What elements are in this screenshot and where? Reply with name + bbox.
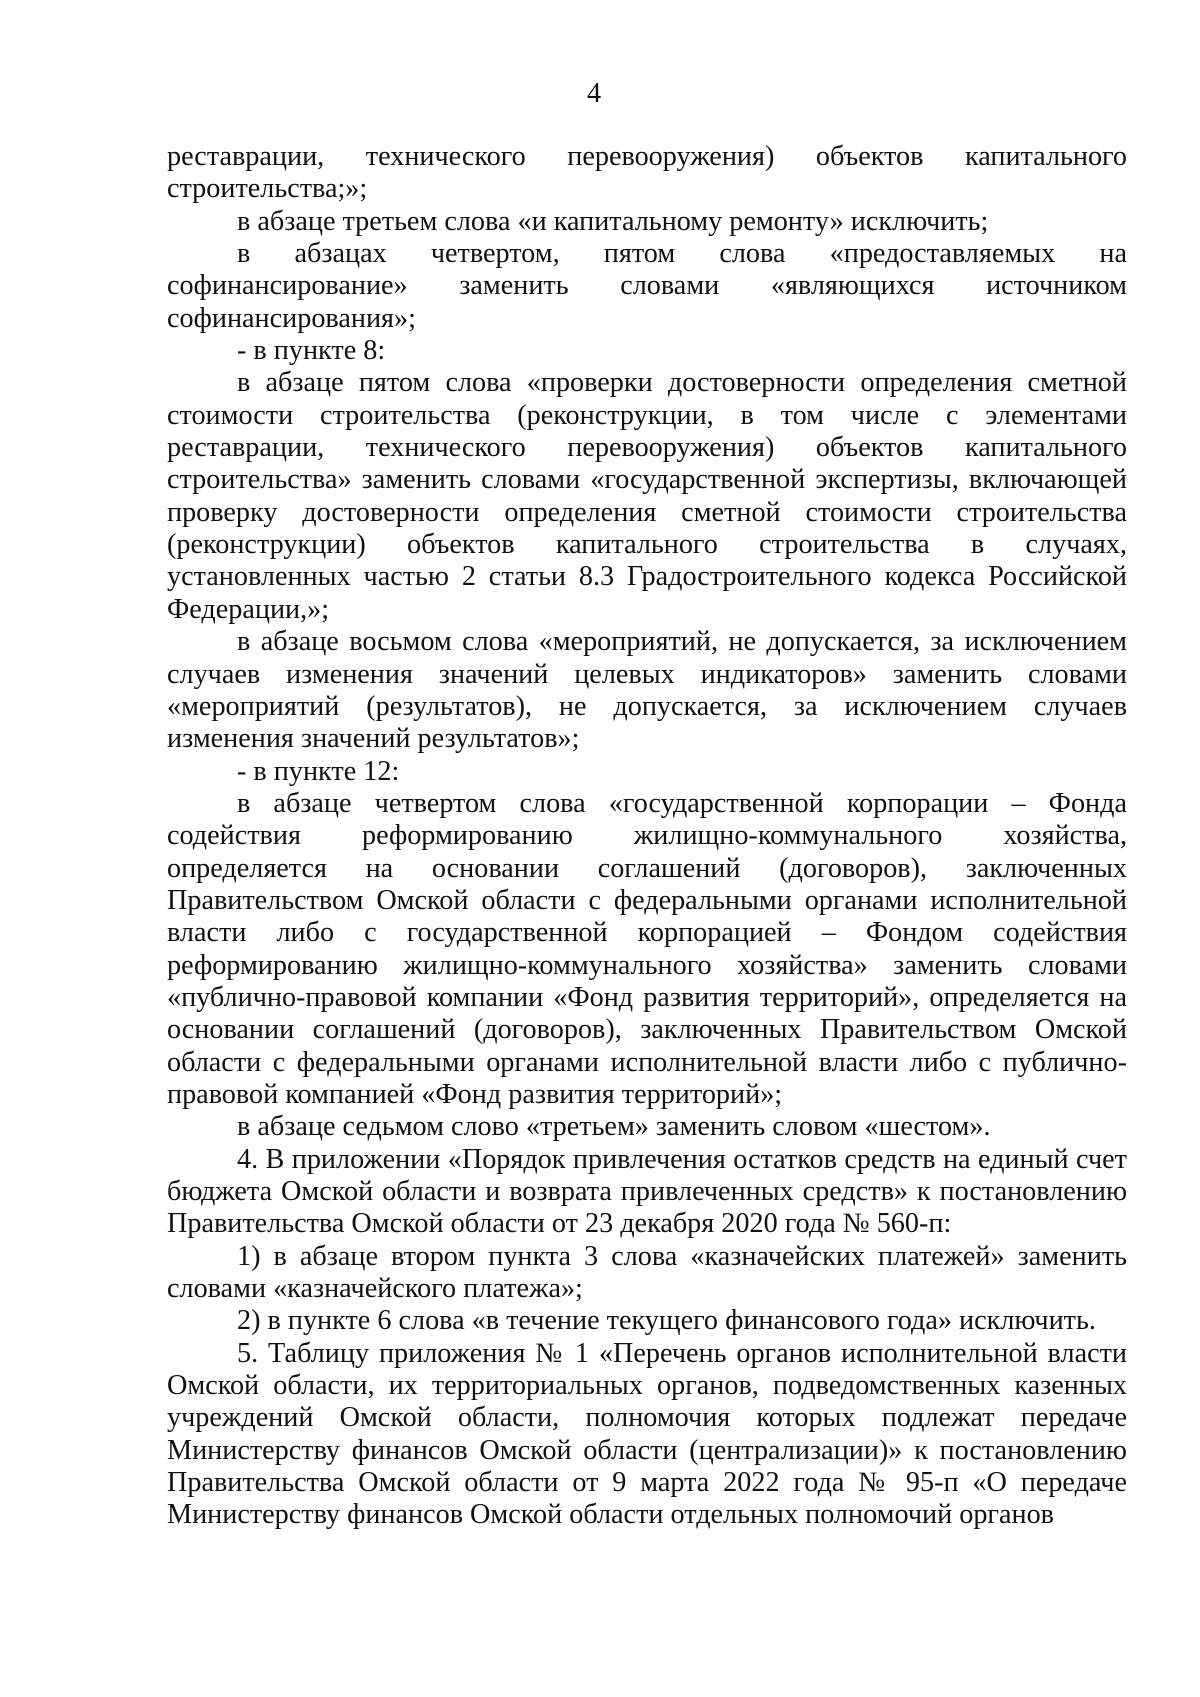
- paragraph-item-4: 4. В приложении «Порядок привлечения остатков средств на единый счет бюджета Омской области и возврата привлеченных средств» к постановлению Правительства Омской области от 23 декабря 2020 года № 560-п:: [167, 1143, 1127, 1240]
- paragraph-seventh-abzac: в абзаце седьмом слово «третьем» заменить словом «шестом».: [237, 1111, 991, 1143]
- page-number: 4: [586, 78, 602, 109]
- document-body: [167, 141, 1127, 1532]
- paragraph-subitem-2: 2) в пункте 6 слова «в течение текущего финансового года» исключить.: [237, 1305, 1096, 1337]
- paragraph-punkt-12-heading: - в пункте 12:: [237, 755, 400, 787]
- paragraph-subitem-1: 1) в абзаце втором пункта 3 слова «казначейских платежей» заменить словами «казначейского платежа»;: [167, 1240, 1127, 1305]
- paragraph-third-abzac: в абзаце третьем слова «и капитальному ремонту» исключить;: [237, 205, 989, 237]
- paragraph-punkt-8-heading: - в пункте 8:: [237, 335, 386, 367]
- paragraph-fourth-fifth-abzac: в абзацах четвертом, пятом слова «предоставляемых на софинансирование» заменить словами «являющихся источником софинансирования»;: [167, 238, 1127, 334]
- paragraph-continuation: реставрации, технического перевооружения) объектов капитального строительства;»;: [167, 141, 1127, 205]
- paragraph-fifth-abzac: в абзаце пятом слова «проверки достоверности определения сметной стоимости строительства (реконструкции, в том числе с элементами реставрации, технического перевооружения) объектов капитального строительства» заменить словами «государственной экспертизы, включающей проверку достоверности определения сметной стоимости строительства (реконструкции) объектов капитального строительства в случаях, установленных частью 2 статьи 8.3 Градостроительного кодекса Российской Федерации,»;: [167, 367, 1127, 625]
- paragraph-item-5: 5. Таблицу приложения № 1 «Перечень органов исполнительной власти Омской области, их территориальных органов, подведомственных казенных учреждений Омской области, полномочия которых подлежат передаче Министерству финансов Омской области (централизации)» к постановлению Правительства Омской области от 9 марта 2022 года № 95-п «О передаче Министерству финансов Омской области отдельных полномочий органов: [167, 1337, 1127, 1531]
- paragraph-eighth-abzac: в абзаце восьмом слова «мероприятий, не допускается, за исключением случаев изменения значений целевых индикаторов» заменить словами «мероприятий (результатов), не допускается, за исключением случаев изменения значений результатов»;: [167, 626, 1127, 755]
- paragraph-fourth-abzac-fond: в абзаце четвертом слова «государственной корпорации – Фонда содействия реформированию жилищно-коммунального хозяйства, определяется на основании соглашений (договоров), заключенных Правительством Омской области с федеральными органами исполнительной власти либо с государственной корпорацией – Фондом содействия реформированию жилищно-коммунального хозяйства» заменить словами «публично-правовой компании «Фонд развития территорий», определяется на основании соглашений (договоров), заключенных Правительством Омской области с федеральными органами исполнительной власти либо с публично-правовой компанией «Фонд развития территорий»;: [167, 787, 1127, 1110]
